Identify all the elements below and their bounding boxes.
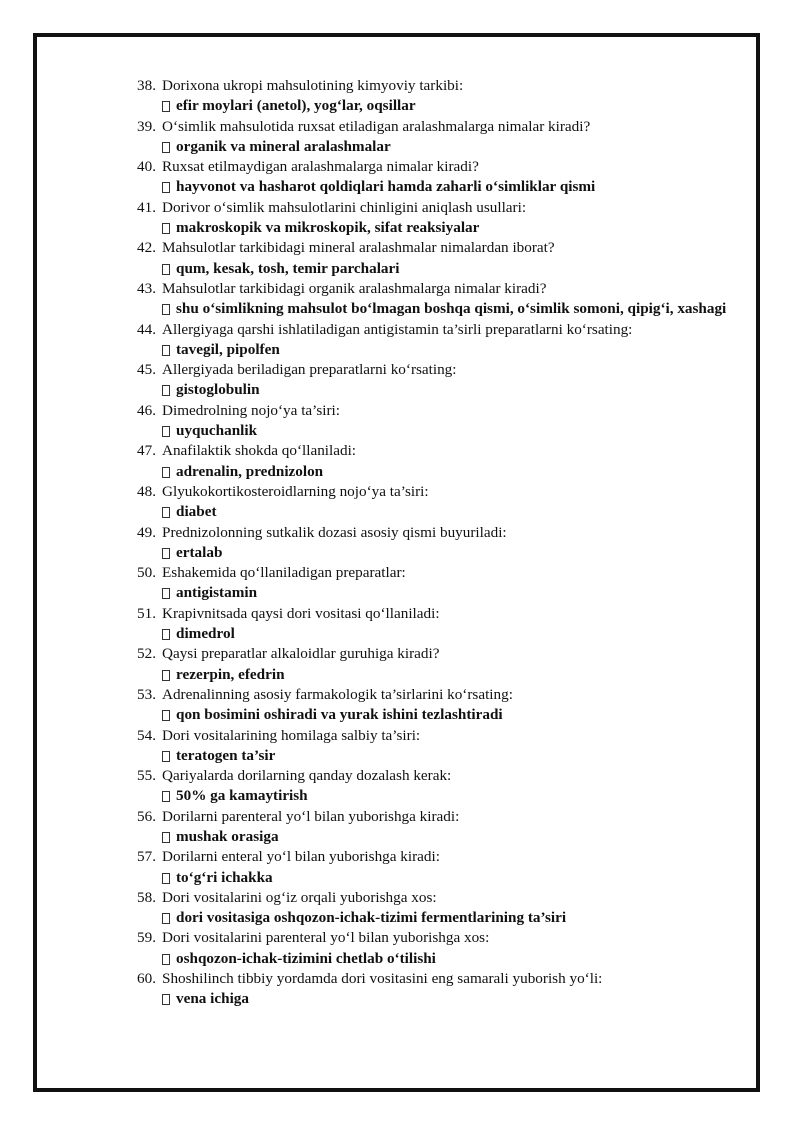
missing-glyph-box-icon xyxy=(162,345,170,356)
answer-text: mushak orasiga xyxy=(176,827,279,845)
question-line xyxy=(137,76,737,96)
answer-text: uyquchanlik xyxy=(176,422,258,440)
question-number: 58. xyxy=(137,888,156,906)
answer-text: dori vositasiga oshqozon-ichak-tizimi fermentlarining ta’siri xyxy=(176,909,567,927)
answer-text: to‘g‘ri ichakka xyxy=(176,868,273,886)
missing-glyph-box-icon xyxy=(162,710,170,721)
question-number: 60. xyxy=(137,970,156,988)
answer-line xyxy=(137,259,737,279)
question-text: Glyukokortikosteroidlarning nojo‘ya ta’siri: xyxy=(162,482,429,500)
question-number: 57. xyxy=(137,848,156,866)
answer-line xyxy=(137,949,737,969)
question-text: Adrenalinning asosiy farmakologik ta’sirlarini ko‘rsating: xyxy=(162,685,513,703)
question-number: 43. xyxy=(137,279,156,297)
question-item xyxy=(137,523,737,564)
question-item xyxy=(137,644,737,685)
question-item xyxy=(137,604,737,645)
question-item xyxy=(137,969,737,1010)
question-line xyxy=(137,563,737,583)
question-text: Prednizolonning sutkalik dozasi asosiy qismi buyuriladi: xyxy=(162,523,507,541)
missing-glyph-box-icon xyxy=(162,101,170,112)
question-item xyxy=(137,563,737,604)
missing-glyph-box-icon xyxy=(162,751,170,762)
question-line xyxy=(137,888,737,908)
question-number: 54. xyxy=(137,726,156,744)
question-line xyxy=(137,523,737,543)
question-number: 56. xyxy=(137,807,156,825)
missing-glyph-box-icon xyxy=(162,994,170,1005)
question-line xyxy=(137,401,737,421)
question-text: Shoshilinch tibbiy yordamda dori vositasini eng samarali yuborish yo‘li: xyxy=(162,970,603,988)
question-line xyxy=(137,766,737,786)
question-line xyxy=(137,604,737,624)
question-number: 46. xyxy=(137,401,156,419)
missing-glyph-box-icon xyxy=(162,832,170,843)
question-line xyxy=(137,441,737,461)
answer-line xyxy=(137,462,737,482)
answer-line xyxy=(137,868,737,888)
answer-line xyxy=(137,786,737,806)
answer-text: 50% ga kamaytirish xyxy=(176,787,308,805)
answer-text: oshqozon-ichak-tizimini chetlab o‘tilishi xyxy=(176,949,436,967)
question-item xyxy=(137,320,737,361)
answer-text: adrenalin, prednizolon xyxy=(176,462,324,480)
question-text: Dori vositalarining homilaga salbiy ta’siri: xyxy=(162,726,421,744)
question-line xyxy=(137,360,737,380)
answer-line xyxy=(137,421,737,441)
question-list xyxy=(137,76,737,1010)
question-text: Dorixona ukropi mahsulotining kimyoviy tarkibi: xyxy=(162,77,464,94)
question-text: Eshakemida qo‘llaniladigan preparatlar: xyxy=(162,564,406,582)
answer-text: vena ichiga xyxy=(176,990,249,1008)
question-text: Krapivnitsada qaysi dori vositasi qo‘llaniladi: xyxy=(162,604,440,622)
question-text: Qariyalarda dorilarning qanday dozalash kerak: xyxy=(162,767,452,785)
question-item xyxy=(137,279,737,320)
question-item xyxy=(137,238,737,279)
question-number: 40. xyxy=(137,158,156,176)
missing-glyph-box-icon xyxy=(162,142,170,153)
missing-glyph-box-icon xyxy=(162,223,170,234)
answer-line xyxy=(137,340,737,360)
question-line xyxy=(137,482,737,502)
answer-line xyxy=(137,989,737,1009)
question-item xyxy=(137,157,737,198)
missing-glyph-box-icon xyxy=(162,385,170,396)
question-item xyxy=(137,888,737,929)
answer-line xyxy=(137,827,737,847)
answer-line xyxy=(137,502,737,522)
question-text: Dimedrolning nojo‘ya ta’siri: xyxy=(162,401,341,419)
question-text: Mahsulotlar tarkibidagi mineral aralashmalar nimalardan iborat? xyxy=(162,239,555,257)
answer-text: organik va mineral aralashmalar xyxy=(176,137,391,155)
answer-text: hayvonot va hasharot qoldiqlari hamda zaharli o‘simliklar qismi xyxy=(176,178,596,196)
question-item xyxy=(137,685,737,726)
question-line xyxy=(137,320,737,340)
question-text: Mahsulotlar tarkibidagi organik aralashmalarga nimalar kiradi? xyxy=(162,279,547,297)
question-number: 45. xyxy=(137,361,156,379)
missing-glyph-box-icon xyxy=(162,264,170,275)
question-item xyxy=(137,807,737,848)
answer-line xyxy=(137,218,737,238)
question-line xyxy=(137,157,737,177)
question-line xyxy=(137,117,737,137)
question-text: Qaysi preparatlar alkaloidlar guruhiga kiradi? xyxy=(162,645,440,663)
answer-text: antigistamin xyxy=(176,584,258,602)
answer-line xyxy=(137,299,737,319)
answer-text: teratogen ta’sir xyxy=(176,746,276,764)
missing-glyph-box-icon xyxy=(162,182,170,193)
question-number: 41. xyxy=(137,198,156,216)
question-text: O‘simlik mahsulotida ruxsat etiladigan aralashmalarga nimalar kiradi? xyxy=(162,117,591,135)
question-item xyxy=(137,198,737,239)
question-number: 59. xyxy=(137,929,156,947)
question-line xyxy=(137,847,737,867)
answer-line xyxy=(137,624,737,644)
answer-text: rezerpin, efedrin xyxy=(176,665,285,683)
question-item xyxy=(137,928,737,969)
answer-line xyxy=(137,543,737,563)
question-line xyxy=(137,238,737,258)
question-item xyxy=(137,360,737,401)
missing-glyph-box-icon xyxy=(162,629,170,640)
missing-glyph-box-icon xyxy=(162,670,170,681)
question-text: Allergiyada beriladigan preparatlarni ko‘rsating: xyxy=(162,361,457,379)
question-number: 53. xyxy=(137,685,156,703)
answer-text: diabet xyxy=(176,503,217,521)
question-number: 52. xyxy=(137,645,156,663)
answer-text: dimedrol xyxy=(176,625,235,643)
missing-glyph-box-icon xyxy=(162,304,170,315)
missing-glyph-box-icon xyxy=(162,426,170,437)
question-line xyxy=(137,685,737,705)
question-item xyxy=(137,766,737,807)
answer-line xyxy=(137,908,737,928)
question-text: Allergiyaga qarshi ishlatiladigan antigistamin ta’sirli preparatlarni ko‘rsating: xyxy=(162,320,633,338)
missing-glyph-box-icon xyxy=(162,588,170,599)
question-text: Anafilaktik shokda qo‘llaniladi: xyxy=(162,442,357,460)
question-line xyxy=(137,279,737,299)
question-item xyxy=(137,726,737,767)
question-item xyxy=(137,847,737,888)
answer-line xyxy=(137,705,737,725)
question-number: 38. xyxy=(137,77,156,94)
question-text: Dori vositalarini og‘iz orqali yuborishga xos: xyxy=(162,888,437,906)
question-line xyxy=(137,928,737,948)
question-number: 49. xyxy=(137,523,156,541)
missing-glyph-box-icon xyxy=(162,954,170,965)
question-item xyxy=(137,401,737,442)
missing-glyph-box-icon xyxy=(162,548,170,559)
missing-glyph-box-icon xyxy=(162,467,170,478)
answer-line xyxy=(137,583,737,603)
answer-text: ertalab xyxy=(176,543,223,561)
answer-text: gistoglobulin xyxy=(176,381,260,399)
answer-text: shu o‘simlikning mahsulot bo‘lmagan boshqa qismi, o‘simlik somoni, qipig‘i, xashagi xyxy=(176,300,727,318)
answer-text: makroskopik va mikroskopik, sifat reaksiyalar xyxy=(176,219,480,237)
question-text: Dorivor o‘simlik mahsulotlarini chinligini aniqlash usullari: xyxy=(162,198,527,216)
question-text: Ruxsat etilmaydigan aralashmalarga nimalar kiradi? xyxy=(162,158,479,176)
answer-line xyxy=(137,665,737,685)
question-number: 55. xyxy=(137,767,156,785)
missing-glyph-box-icon xyxy=(162,913,170,924)
question-line xyxy=(137,807,737,827)
answer-line xyxy=(137,746,737,766)
question-line xyxy=(137,969,737,989)
answer-line xyxy=(137,177,737,197)
question-number: 48. xyxy=(137,482,156,500)
answer-text: efir moylari (anetol), yog‘lar, oqsillar xyxy=(176,97,416,115)
question-item xyxy=(137,117,737,158)
question-item xyxy=(137,441,737,482)
question-text: Dori vositalarini parenteral yo‘l bilan yuborishga xos: xyxy=(162,929,490,947)
question-number: 39. xyxy=(137,117,156,135)
question-number: 50. xyxy=(137,564,156,582)
question-number: 42. xyxy=(137,239,156,257)
answer-line xyxy=(137,137,737,157)
question-number: 47. xyxy=(137,442,156,460)
question-text: Dorilarni parenteral yo‘l bilan yuborishga kiradi: xyxy=(162,807,460,825)
answer-line xyxy=(137,96,737,116)
question-line xyxy=(137,198,737,218)
missing-glyph-box-icon xyxy=(162,791,170,802)
question-number: 44. xyxy=(137,320,156,338)
question-item xyxy=(137,482,737,523)
question-item xyxy=(137,76,737,117)
question-line xyxy=(137,644,737,664)
missing-glyph-box-icon xyxy=(162,873,170,884)
question-number: 51. xyxy=(137,604,156,622)
answer-line xyxy=(137,380,737,400)
question-line xyxy=(137,726,737,746)
answer-text: tavegil, pipolfen xyxy=(176,340,280,358)
answer-text: qon bosimini oshiradi va yurak ishini tezlashtiradi xyxy=(176,706,503,724)
question-text: Dorilarni enteral yo‘l bilan yuborishga kiradi: xyxy=(162,848,440,866)
missing-glyph-box-icon xyxy=(162,507,170,518)
answer-text: qum, kesak, tosh, temir parchalari xyxy=(176,259,400,277)
